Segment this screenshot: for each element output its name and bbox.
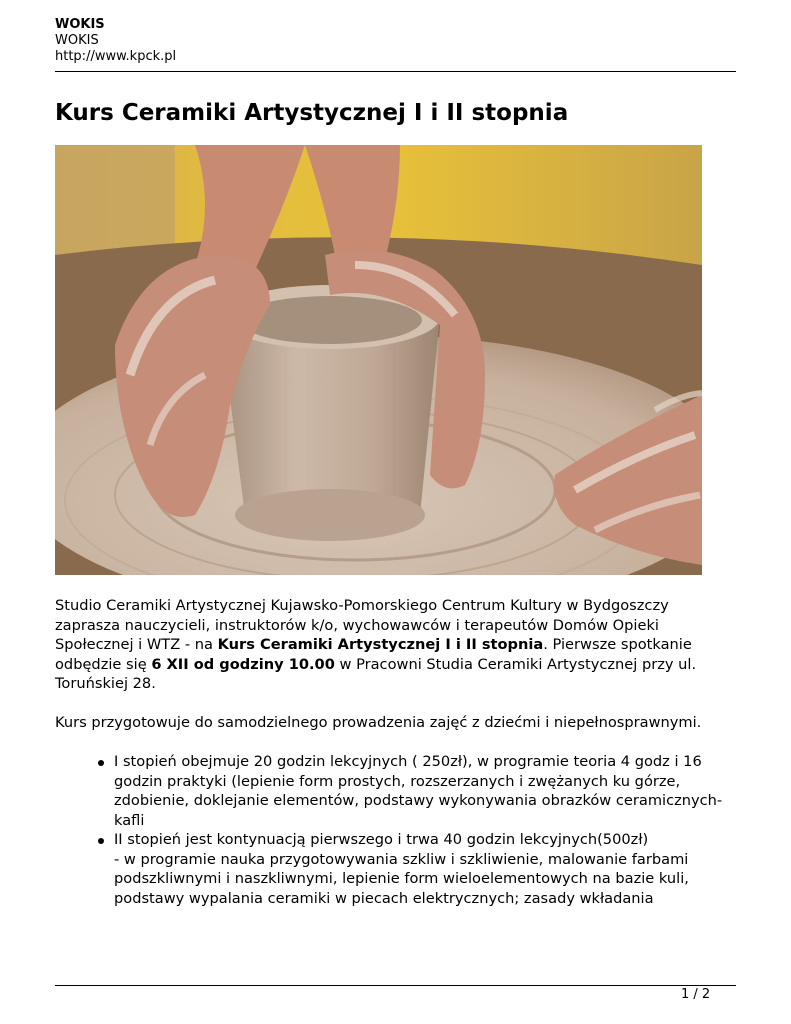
intro-paragraph: Studio Ceramiki Artystycznej Kujawsko-Pomorskiego Centrum Kultury w Bydgoszczy zaprasza nauczycieli, instruktorów k/o, wychowawców i terapeutów Domów Opieki Społecznej i WTZ - na Kurs Ceramiki Artystycznej I i II stopnia. Pierwsze spotkanie odbędzie się 6 XII od godziny 10.00 w Pracowni Studia Ceramiki Artystycznej przy ul. Toruńskiej 28. — [55, 597, 697, 692]
page-number: 1 / 2 — [681, 987, 711, 1002]
pottery-wheel-illustration — [55, 145, 702, 575]
site-url[interactable]: http://www.kpck.pl — [55, 49, 177, 64]
course-levels-list — [55, 752, 735, 908]
site-subtitle: WOKIS — [55, 33, 99, 48]
article-photo — [55, 145, 702, 575]
start-date-bold: 6 XII od godziny 10.00 — [151, 655, 335, 673]
list-item-level-1: I stopień obejmuje 20 godzin lekcyjnych ( 250zł), w programie teoria 4 godz i 16 godzin praktyki (lepienie form prostych, rozszerzanych i zwężanych ku górze, zdobienie, doklejanie elementów, podstawy wykonywania obrazków ceramicznych- kafli — [114, 752, 735, 830]
document-header — [55, 17, 176, 65]
list-item-level-2: II stopień jest kontynuacją pierwszego i trwa 40 godzin lekcyjnych(500zł) - w programie nauka przygotowywania szkliw i szkliwienie, malowanie farbami podszkliwnymi i naszkliwnymi, lepienie form wieloelementowych na bazie kuli, podstawy wypalania ceramiki w piecach elektrycznych; zasady wkładania — [114, 830, 735, 908]
header-divider — [55, 71, 736, 72]
purpose-paragraph: Kurs przygotowuje do samodzielnego prowadzenia zajęć z dziećmi i niepełnosprawnymi. — [55, 714, 702, 731]
site-name: WOKIS — [55, 17, 105, 32]
article-title: Kurs Ceramiki Artystycznej I i II stopnia — [55, 100, 569, 126]
footer-divider — [55, 985, 736, 986]
course-name-bold: Kurs Ceramiki Artystycznej I i II stopnia — [217, 636, 544, 653]
article-body — [55, 596, 735, 908]
